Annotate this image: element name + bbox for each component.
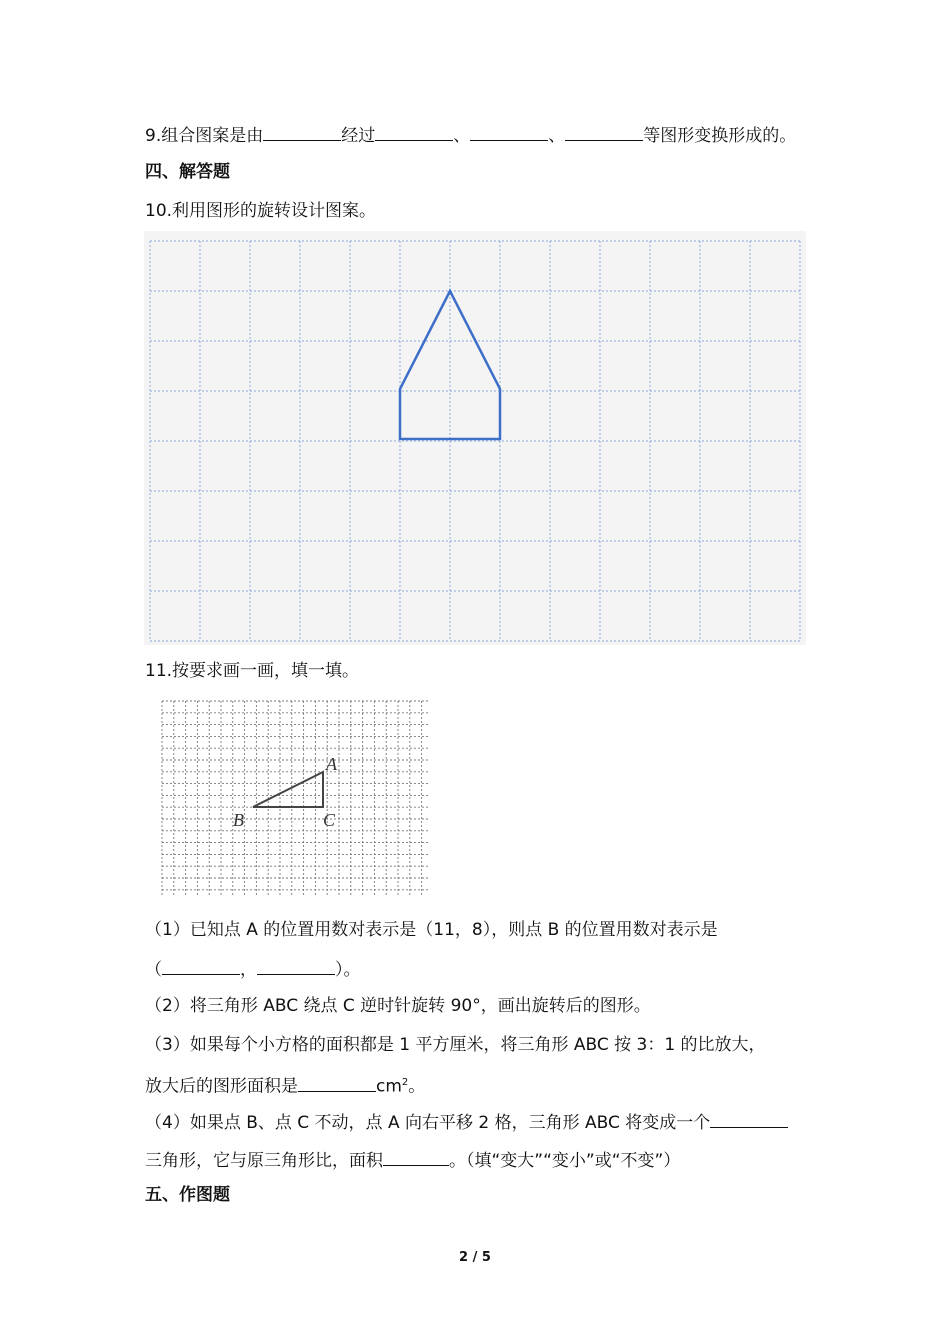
answer-blank[interactable]	[565, 122, 643, 141]
q11-part1-answer: （ ， ）。	[145, 956, 361, 982]
answer-blank[interactable]	[257, 956, 335, 975]
answer-blank[interactable]	[383, 1147, 449, 1166]
question-9: 9.组合图案是由 经过 、 、 等图形变换形成的。	[145, 122, 796, 148]
section-4-heading: 四、解答题	[145, 162, 230, 182]
answer-blank[interactable]	[298, 1073, 376, 1092]
q11-part4-answer: 三角形，它与原三角形比，面积 。（填“变大”“变小”或“不变”）	[145, 1147, 680, 1173]
answer-blank[interactable]	[263, 122, 341, 141]
answer-blank[interactable]	[470, 122, 548, 141]
q11-part3-answer: 放大后的图形面积是 $cm^2$。	[145, 1071, 425, 1099]
answer-blank[interactable]	[162, 956, 240, 975]
answer-blank[interactable]	[710, 1109, 788, 1128]
q11-part1: （1）已知点 A 的位置用数对表示是（11，8），则点 B 的位置用数对表示是	[145, 920, 718, 940]
question-10: 10.利用图形的旋转设计图案。	[145, 201, 377, 221]
label-c: C	[323, 810, 336, 830]
q11-part3: （3）如果每个小方格的面积都是 1 平方厘米，将三角形 ABC 按 3：1 的比放大，	[145, 1035, 766, 1055]
question-11: 11.按要求画一画，填一填。	[145, 661, 360, 681]
q11-part4: （4）如果点 B、点 C 不动，点 A 向右平移 2 格，三角形 ABC 将变成一个	[145, 1109, 788, 1135]
label-b: B	[233, 810, 244, 830]
label-a: A	[326, 754, 337, 774]
page-number: 2 / 5	[459, 1250, 491, 1265]
section-5-heading: 五、作图题	[145, 1185, 230, 1205]
rotation-grid	[144, 231, 806, 645]
q11-part2: （2）将三角形 ABC 绕点 C 逆时针旋转 90°，画出旋转后的图形。	[145, 996, 651, 1016]
coordinate-grid	[160, 699, 432, 899]
answer-blank[interactable]	[375, 122, 453, 141]
